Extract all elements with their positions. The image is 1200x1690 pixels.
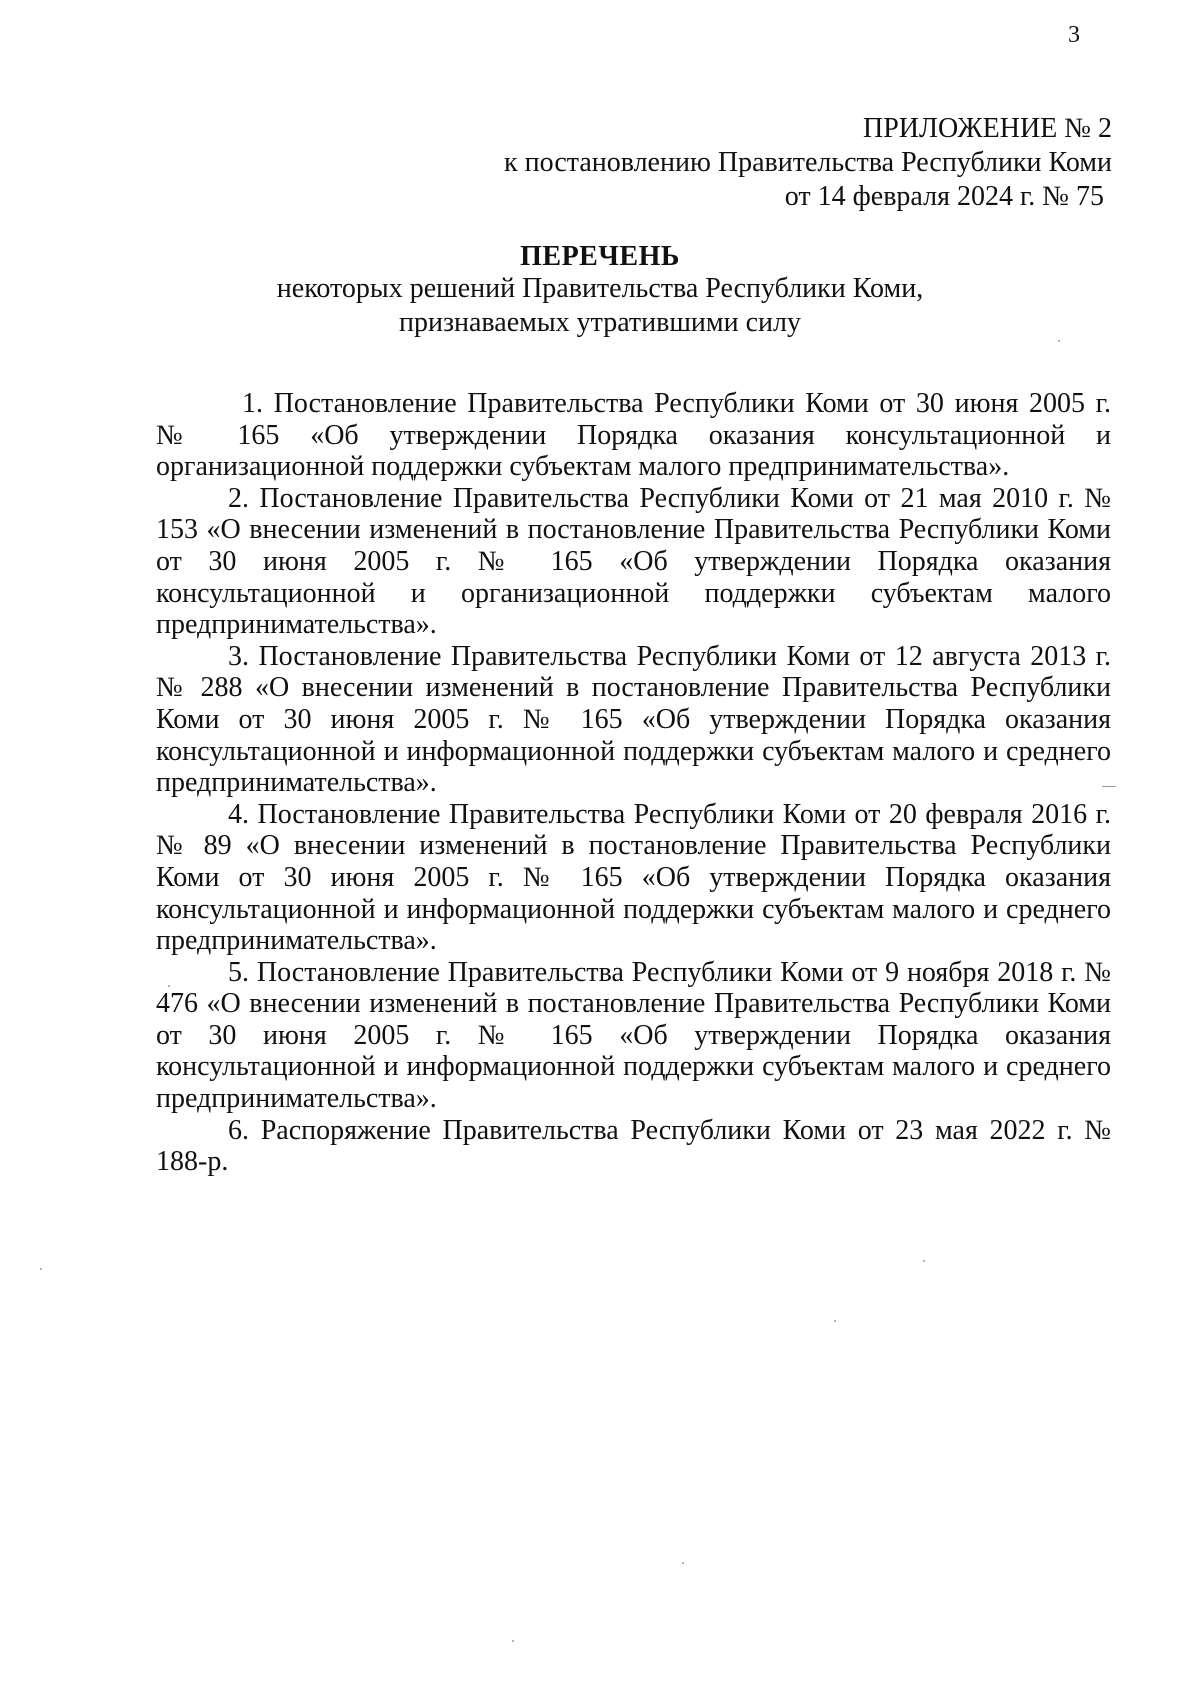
appendix-date: от 14 февраля 2024 г. № 75 xyxy=(784,181,1104,212)
list-item-1: 1. Постановление Правительства Республики Коми от 30 июня 2005 г. № 165 «Об утверждении Порядка оказания консультационной и организационной поддержки субъектам малого предпринимательства». xyxy=(156,388,1111,483)
list-item-3: 3. Постановление Правительства Республики Коми от 12 августа 2013 г. № 288 «О внесении изменений в постановление Правительства Республики Коми от 30 июня 2005 г. № 165 «Об утверждении Порядка оказания консультационной и информационной поддержки субъектам малого и среднего предпринимательства». xyxy=(156,640,1111,799)
scan-speck xyxy=(168,985,170,987)
appendix-header xyxy=(412,112,1112,214)
scan-speck xyxy=(40,1268,42,1270)
list-item-6: 6. Распоряжение Правительства Республики Коми от 23 мая 2022 г. № 188-р. xyxy=(156,1114,1111,1178)
document-subtitle xyxy=(0,272,1200,340)
subtitle-line-1: некоторых решений Правительства Республики Коми, xyxy=(276,273,924,304)
scan-speck xyxy=(682,1562,684,1564)
scan-speck xyxy=(1102,786,1116,787)
scan-speck xyxy=(512,1640,514,1642)
subtitle-line-2: признаваемых утратившими силу xyxy=(398,307,802,338)
appendix-title: ПРИЛОЖЕНИЕ № 2 xyxy=(863,113,1112,144)
scan-speck xyxy=(834,1320,836,1322)
list-item-5: 5. Постановление Правительства Республики Коми от 9 ноября 2018 г. № 476 «О внесении изменений в постановление Правительства Республики Коми от 30 июня 2005 г. № 165 «Об утверждении Порядка оказания консультационной и информационной поддержки субъектам малого и среднего предпринимательства». xyxy=(156,956,1111,1115)
page-number: 3 xyxy=(1068,22,1080,48)
list-item-4: 4. Постановление Правительства Республики Коми от 20 февраля 2016 г. № 89 «О внесении изменений в постановление Правительства Республики Коми от 30 июня 2005 г. № 165 «Об утверждении Порядка оказания консультационной и информационной поддержки субъектам малого и среднего предпринимательства». xyxy=(156,798,1111,957)
list-item-2: 2. Постановление Правительства Республики Коми от 21 мая 2010 г. № 153 «О внесении изменений в постановление Правительства Республики Коми от 30 июня 2005 г. № 165 «Об утверждении Порядка оказания консультационной и организационной поддержки субъектам малого предпринимательства». xyxy=(156,482,1111,641)
decision-list xyxy=(156,388,1111,1178)
scan-speck xyxy=(1058,340,1060,342)
scan-speck xyxy=(923,1260,925,1262)
document-title: ПЕРЕЧЕНЬ xyxy=(520,241,680,272)
appendix-reference: к постановлению Правительства Республики Коми xyxy=(504,147,1112,178)
